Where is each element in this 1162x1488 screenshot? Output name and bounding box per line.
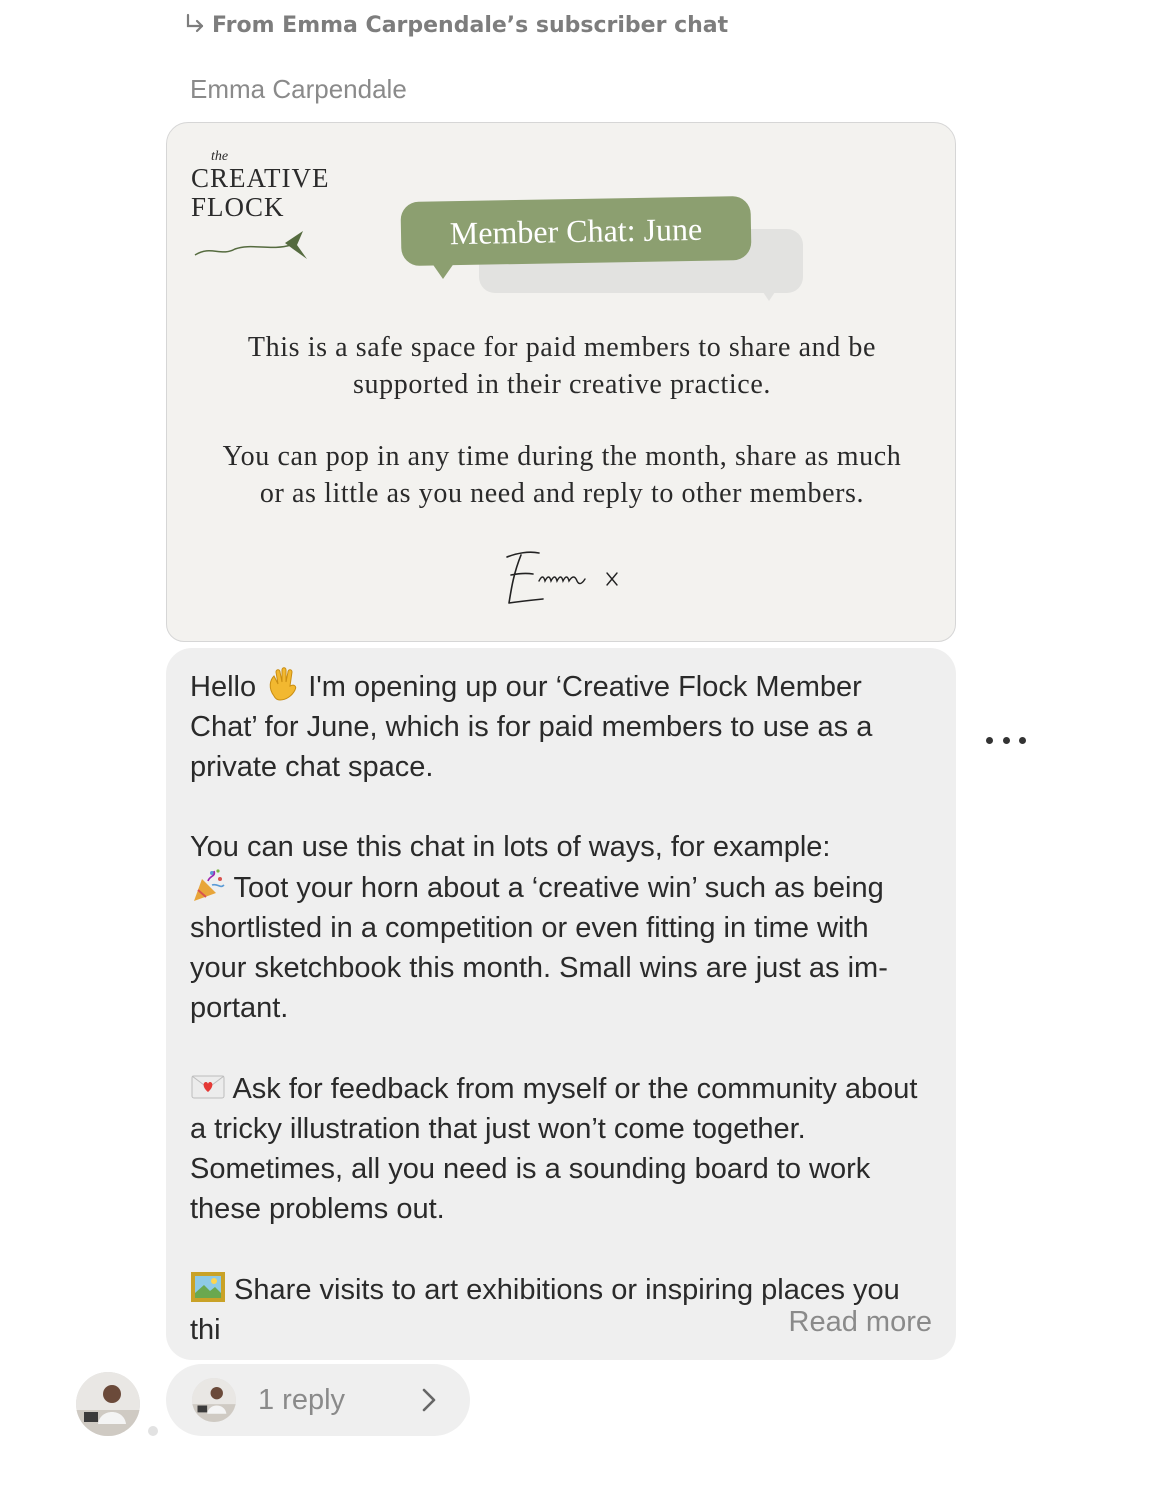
speech-bubble-tail: [429, 259, 457, 279]
framed-picture-icon: [190, 1269, 226, 1305]
more-horizontal-icon-dot-3: [1019, 737, 1026, 744]
message-body: [190, 666, 930, 1350]
message-paragraph-4: Share visits to art exhibitions or inspiring places you thi: [190, 1274, 908, 1346]
party-popper-icon: [190, 867, 226, 903]
message-paragraph-3: Ask for feedback from myself or the community about a tricky illustration that just won’t come together. Sometimes, all you need is a sounding board to work these problems out.: [190, 1073, 926, 1225]
message-bubble[interactable]: [166, 648, 956, 1360]
reply-avatar: [192, 1378, 236, 1422]
thread-replies-button[interactable]: [166, 1364, 470, 1436]
message-paragraph-2: Toot your horn about a ‘creative win’ such as being shortlisted in a competition or even fitting in time with your sketchbook this month. Small wins are just as im-portant.: [190, 872, 892, 1024]
member-chat-title: Member Chat: June: [449, 210, 703, 251]
reply-count: 1 reply: [258, 1383, 346, 1416]
more-horizontal-icon-dot-2: [1003, 737, 1010, 744]
more-options-button[interactable]: [986, 726, 1026, 754]
forward-arrow-icon: [182, 12, 208, 38]
image-attachment[interactable]: [166, 122, 956, 642]
more-horizontal-icon: [986, 737, 993, 744]
card-paragraph-2-line-2: or as little as you need and reply to other members.: [259, 478, 865, 509]
message-hello: Hello: [190, 671, 257, 703]
logo-small-text: the: [211, 149, 229, 164]
card-paragraph-1-line-2: supported in their creative practice.: [353, 369, 771, 400]
chevron-right-icon: [420, 1386, 438, 1414]
message-paragraph-1: I'm opening up our ‘Creative Flock Member Chat’ for June, which is for paid members to use as a private chat space.: [190, 671, 881, 783]
speech-bubble-shadow-tail: [757, 283, 781, 301]
sender-name[interactable]: Emma Carpendale: [190, 74, 407, 104]
message-paragraph-2-intro: You can use this chat in lots of ways, for example:: [190, 831, 831, 863]
reply-avatar-image: [192, 1378, 236, 1422]
logo-line-1: CREATIVE: [191, 163, 330, 193]
forwarded-from-text: From Emma Carpendale’s subscriber chat: [212, 12, 729, 38]
logo-line-2: FLOCK: [191, 192, 285, 222]
card-paragraph-2: [167, 438, 956, 512]
love-letter-icon: [190, 1068, 226, 1104]
bird-swoosh-icon: [191, 207, 321, 267]
card-paragraph-1: [167, 329, 956, 403]
forwarded-from-label[interactable]: [182, 12, 728, 38]
sender-avatar[interactable]: [76, 1372, 140, 1436]
read-more-link[interactable]: Read more: [788, 1306, 932, 1338]
avatar-image: [76, 1372, 140, 1436]
member-chat-title-bubble: [400, 196, 751, 266]
waving-hand-icon: [264, 666, 300, 702]
signature: [503, 545, 633, 609]
card-paragraph-2-line-1: You can pop in any time during the month, share as much: [222, 441, 902, 472]
creative-flock-logo: [191, 149, 351, 249]
card-paragraph-1-line-1: This is a safe space for paid members to share and be: [247, 332, 877, 363]
avatar-status-dot: [148, 1426, 158, 1436]
